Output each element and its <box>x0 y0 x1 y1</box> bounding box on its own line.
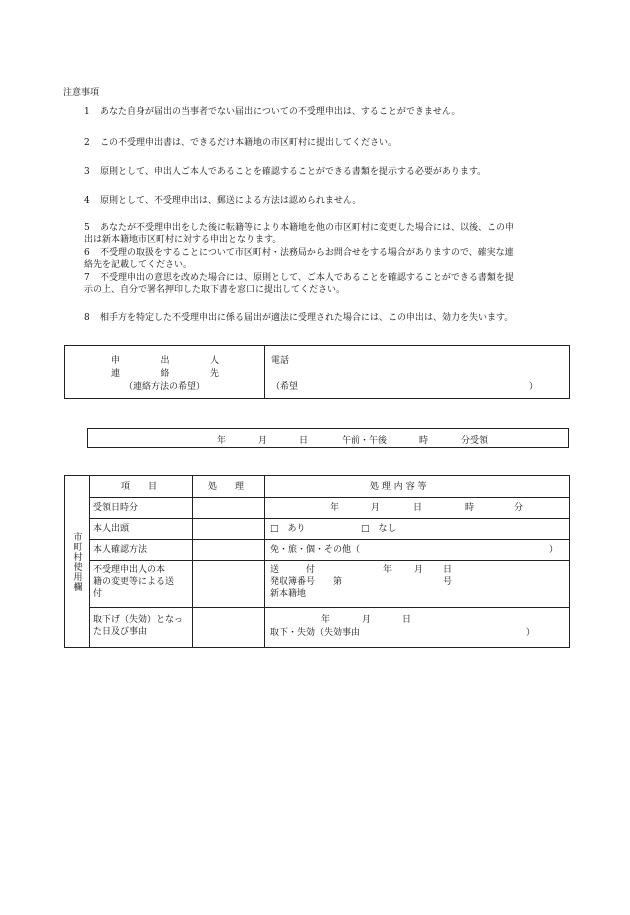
received-minute: 分受領 <box>461 436 489 446</box>
checkbox-no: □ なし <box>361 524 397 534</box>
header-processing: 処 理 <box>208 482 245 492</box>
grid-line <box>89 476 90 647</box>
label-char: 人 <box>209 356 219 366</box>
withdraw-year: 年 <box>321 615 331 625</box>
label-char: 絡 <box>160 369 170 379</box>
label-line: た日及び事由 <box>93 627 148 637</box>
grid-line <box>192 476 193 647</box>
row-label-withdraw <box>93 614 183 638</box>
row-label-transfer <box>93 564 174 600</box>
withdraw-close: ） <box>526 628 536 638</box>
phone-label: 電話 <box>271 356 290 366</box>
label-char: 申 <box>111 356 121 366</box>
transfer-doc-no: 発収簿番号 第 <box>270 577 343 587</box>
header-item: 項 目 <box>121 482 158 492</box>
withdraw-day: 日 <box>402 615 412 625</box>
withdraw-month: 月 <box>362 615 372 625</box>
received-datetime-bar <box>87 428 569 448</box>
note-text: この不受理申出書は、できるだけ本籍地の市区町村に提出してください。 <box>100 138 398 148</box>
transfer-year: 年 <box>383 565 393 575</box>
note-text: 原則として、申出人ご本人であることを確認することができる書類を提示する必要があります。 <box>100 167 487 177</box>
municipal-use-label <box>65 476 89 647</box>
transfer-new-domicile: 新本籍地 <box>270 589 307 599</box>
grid-line <box>89 539 569 540</box>
note-number: 8 <box>84 313 90 323</box>
note-text-line1: あなたが不受理申出をした後に転籍等により本籍地を他の市区町村に変更した場合には、以後、この申 <box>100 223 515 233</box>
row-received-year: 年 <box>330 503 340 513</box>
note-1 <box>84 106 564 118</box>
note-number: 1 <box>84 107 90 117</box>
note-text: 原則として、不受理申出は、郵送による方法は認められません。 <box>100 196 362 206</box>
note-text-line2: 絡先を記載してください。 <box>84 260 193 270</box>
row-label-id-method: 本人確認方法 <box>93 545 148 555</box>
grid-line <box>89 497 569 498</box>
grid-line <box>89 560 569 561</box>
note-3 <box>84 166 564 178</box>
note-number: 2 <box>84 138 90 148</box>
note-2 <box>84 137 564 149</box>
note-8 <box>84 312 564 324</box>
grid-line <box>264 476 265 647</box>
side-label-text: 市町村使用欄 <box>71 531 82 592</box>
notes-heading: 注意事項 <box>63 88 100 98</box>
withdraw-reason: 取下・失効（失効事由 <box>270 628 361 638</box>
note-number: 3 <box>84 167 90 177</box>
label-line: 不受理申出人の本 <box>93 565 166 575</box>
note-5 <box>84 222 564 246</box>
transfer-send: 送 付 <box>270 565 316 575</box>
note-text-line2: 示の上、自分で署名押印した取下書を窓口に提出してください。 <box>84 285 346 295</box>
note-number: 5 <box>84 223 90 233</box>
label-line: 籍の変更等による送 <box>93 577 175 587</box>
label-line: 取下げ（失効）となっ <box>93 615 184 625</box>
header-details: 処 理 内 容 等 <box>370 482 427 492</box>
note-number: 4 <box>84 196 90 206</box>
row-received-day: 日 <box>413 503 423 513</box>
note-text: あなた自身が届出の当事者でない届出についての不受理申出は、することができません。 <box>100 107 461 117</box>
transfer-go: 号 <box>443 577 453 587</box>
grid-line <box>89 518 569 519</box>
contact-method-label: （連絡方法の希望） <box>123 382 205 392</box>
wish-open: （希望 <box>271 382 299 392</box>
applicant-contact-box <box>64 345 570 399</box>
wish-close: ） <box>529 382 539 392</box>
note-6 <box>84 247 564 271</box>
received-ampm: 午前・午後 <box>342 436 388 446</box>
note-number: 7 <box>84 273 90 283</box>
note-text: 相手方を特定した不受理申出に係る届出が適法に受理された場合には、この申出は、効力を失います。 <box>100 313 514 323</box>
label-line: 付 <box>93 589 103 599</box>
note-text-line1: 不受理の取扱をすることについて市区町村・法務局からお問合せをする場合がありますので、確実な連 <box>100 248 514 258</box>
municipal-use-table <box>64 475 570 648</box>
label-char: 出 <box>160 356 170 366</box>
note-4 <box>84 195 564 207</box>
divider <box>264 346 265 398</box>
row-label-received: 受領日時分 <box>93 503 139 513</box>
label-char: 先 <box>209 369 219 379</box>
note-number: 6 <box>84 248 90 258</box>
received-month: 月 <box>258 436 268 446</box>
note-text-line2: 出は新本籍地市区町村に対する申出となります。 <box>84 235 282 245</box>
row-received-minute: 分 <box>514 503 524 513</box>
row-received-month: 月 <box>371 503 381 513</box>
note-7 <box>84 272 564 296</box>
transfer-day: 日 <box>443 565 453 575</box>
received-day: 日 <box>299 436 309 446</box>
grid-line <box>89 607 569 608</box>
id-method-close: ） <box>549 545 559 555</box>
received-year: 年 <box>217 436 227 446</box>
transfer-month: 月 <box>414 565 424 575</box>
note-text-line1: 不受理申出の意思を改めた場合には、原則として、ご本人であることを確認することができる書類を提 <box>100 273 514 283</box>
received-hour: 時 <box>419 436 429 446</box>
id-method-value: 免・旅・個・その他（ <box>270 545 361 555</box>
row-received-hour: 時 <box>465 503 475 513</box>
applicant-label <box>111 353 219 366</box>
contact-label <box>111 366 219 379</box>
checkbox-yes: □ あり <box>270 524 306 534</box>
row-label-in-person: 本人出頭 <box>93 524 130 534</box>
label-char: 連 <box>111 369 121 379</box>
